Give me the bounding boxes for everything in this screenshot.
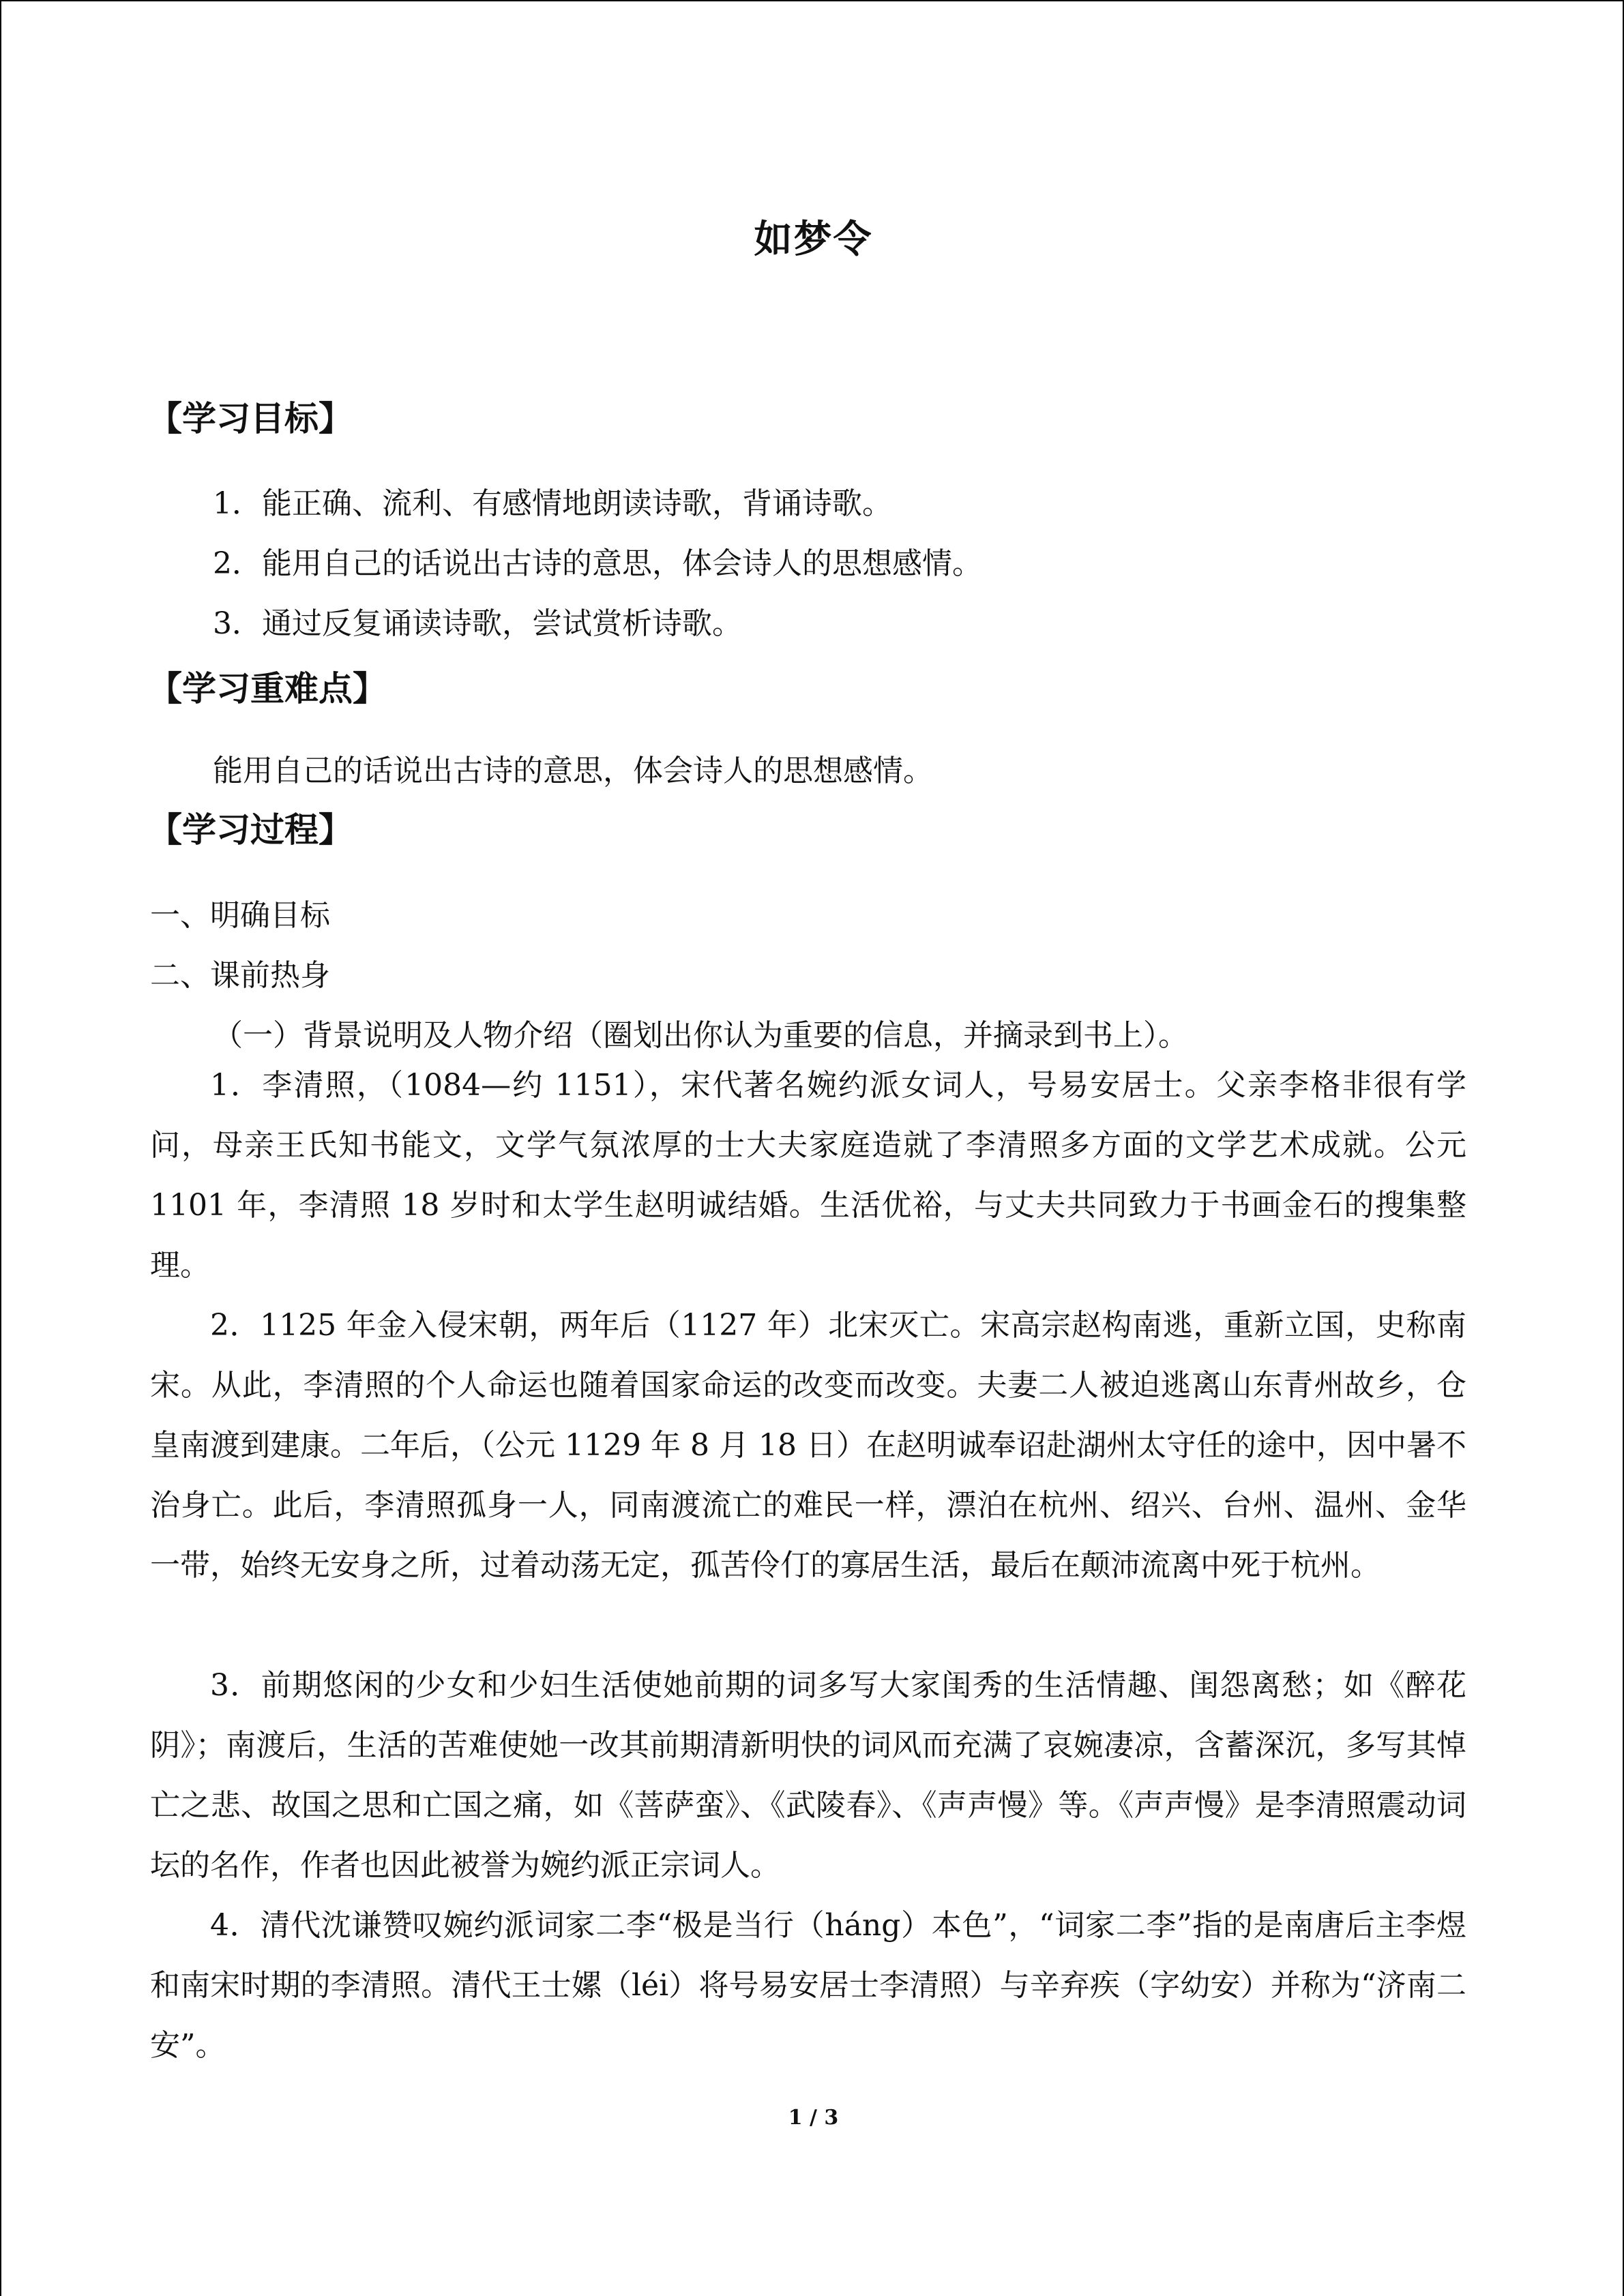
process-step-2: 二、课前热身 bbox=[150, 958, 330, 993]
key-points-heading: 【学习重难点】 bbox=[148, 669, 387, 709]
objective-item-1: 1．能正确、流利、有感情地朗读诗歌，背诵诗歌。 bbox=[213, 486, 892, 521]
page-number: 1 / 3 bbox=[788, 2106, 839, 2130]
objective-item-3: 3．通过反复诵读诗歌，尝试赏析诗歌。 bbox=[213, 606, 742, 641]
process-sub-1: （一）背景说明及人物介绍（圈划出你认为重要的信息，并摘录到书上）。 bbox=[213, 1018, 1188, 1053]
background-paragraph-1: 1．李清照，（1084—约 1151），宋代著名婉约派女词人，号易安居士。父亲李格非很有学问，母亲王氏知书能文，文学气氛浓厚的士大夫家庭造就了李清照多方面的文学艺术成就。公元 1101 年，李清照 18 岁时和太学生赵明诚结婚。生活优裕，与丈夫共同致力于书画金石的搜集整理。 bbox=[150, 1068, 1466, 1283]
process-heading: 【学习过程】 bbox=[148, 810, 353, 850]
background-paragraph-3: 3．前期悠闲的少女和少妇生活使她前期的词多写大家闺秀的生活情趣、闺怨离愁；如《醉花阴》；南渡后，生活的苦难使她一改其前期清新明快的词风而充满了哀婉凄凉，含蓄深沉，多写其悼亡之悲、故国之思和亡国之痛，如《菩萨蛮》、《武陵春》、《声声慢》等。《声声慢》是李清照震动词坛的名作，作者也因此被誉为婉约派正宗词人。 bbox=[150, 1668, 1466, 1883]
background-paragraph-2: 2．1125 年金入侵宋朝，两年后（1127 年）北宋灭亡。宋高宗赵构南逃，重新立国，史称南宋。从此，李清照的个人命运也随着国家命运的改变而改变。夫妻二人被迫逃离山东青州故乡，仓皇南渡到建康。二年后，（公元 1129 年 8 月 18 日）在赵明诚奉诏赴湖州太守任的途中，因中暑不治身亡。此后，李清照孤身一人，同南渡流亡的难民一样，漂泊在杭州、绍兴、台州、温州、金华一带，始终无安身之所，过着动荡无定，孤苦伶仃的寡居生活，最后在颠沛流离中死于杭州。 bbox=[150, 1308, 1466, 1583]
page-title: 如梦令 bbox=[754, 218, 873, 262]
key-points-text: 能用自己的话说出古诗的意思，体会诗人的思想感情。 bbox=[213, 754, 933, 788]
objectives-heading: 【学习目标】 bbox=[148, 399, 353, 438]
objective-item-2: 2．能用自己的话说出古诗的意思，体会诗人的思想感情。 bbox=[213, 546, 982, 581]
background-paragraph-4: 4．清代沈谦赞叹婉约派词家二李“极是当行（háng）本色”，“词家二李”指的是南唐后主李煜和南宋时期的李清照。清代王士嫘（léi）将号易安居士李清照）与辛弃疾（字幼安）并称为“济南二安”。 bbox=[150, 1908, 1466, 2063]
process-step-1: 一、明确目标 bbox=[150, 898, 330, 933]
